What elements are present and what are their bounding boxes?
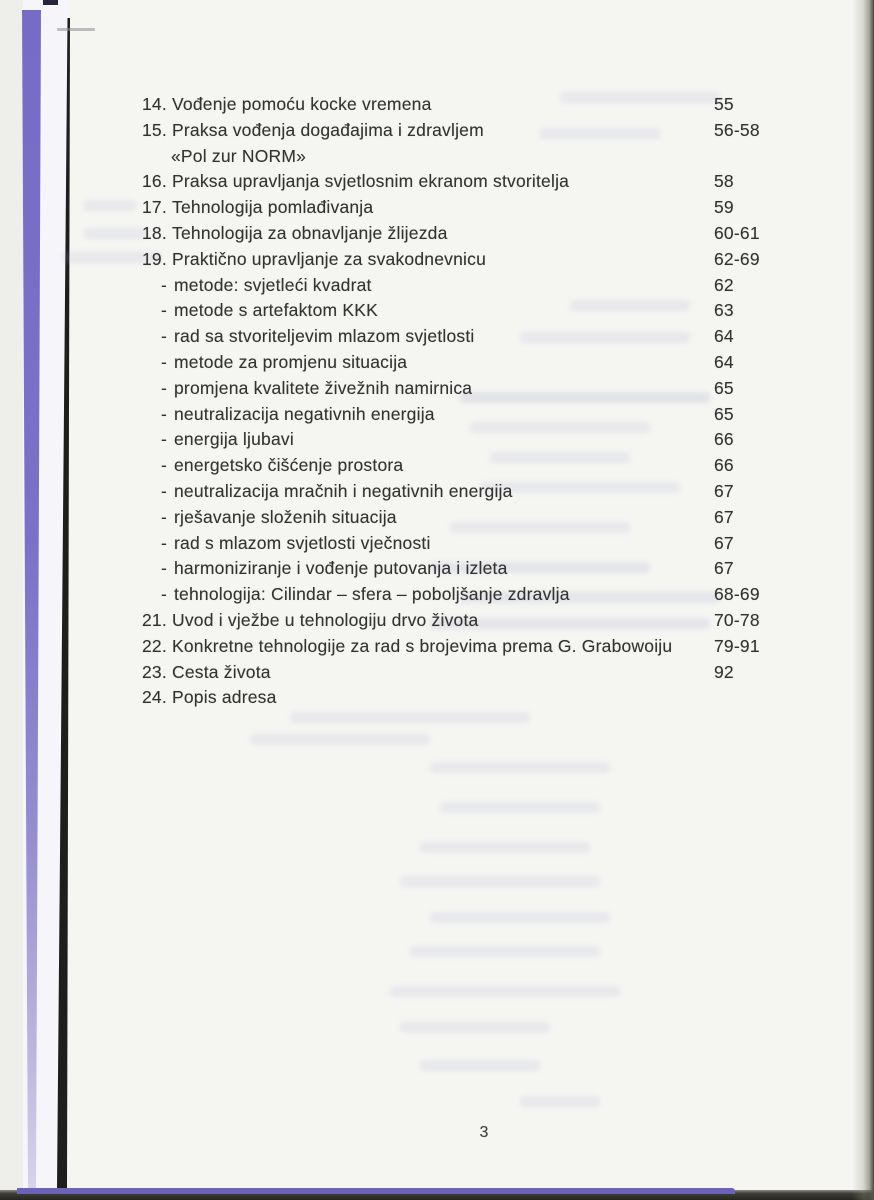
toc-entry-prefix: - <box>161 584 168 605</box>
show-through-smudge <box>440 802 600 813</box>
show-through-smudge <box>290 712 530 723</box>
toc-entry <box>0 660 874 686</box>
toc-entry-page: 67 <box>714 558 734 579</box>
toc-entry-text: energetsko čišćenje prostora <box>174 455 404 476</box>
toc-entry <box>0 582 874 608</box>
show-through-smudge <box>430 912 610 923</box>
toc-entry-page: 63 <box>714 300 734 321</box>
toc-entry-text: promjena kvalitete živežnih namirnica <box>174 377 473 398</box>
toc-entry <box>0 195 874 221</box>
toc-entry <box>0 144 874 170</box>
toc-entry-page: 64 <box>714 351 734 372</box>
toc-entry-prefix: 16. <box>142 171 167 192</box>
toc-entry-prefix: 15. <box>142 119 167 140</box>
scan-corner-mark <box>43 0 58 5</box>
toc-entry-page: 64 <box>714 326 734 347</box>
toc-entry-text: Tehnologija pomlađivanja <box>172 197 374 218</box>
toc-entry <box>0 505 874 531</box>
toc-entry-text: Tehnologija za obnavljanje žlijezda <box>172 222 448 243</box>
toc-entry-text: Praksa vođenja događajima i zdravljem <box>172 119 484 140</box>
show-through-smudge <box>400 876 600 887</box>
toc-entry-text: metode za promjenu situacija <box>174 351 408 372</box>
toc-entry-text: metode s artefaktom KKK <box>174 300 378 321</box>
toc-entry-prefix: - <box>161 351 168 372</box>
toc-entry-text: Cesta života <box>172 661 271 682</box>
toc-entry-page: 92 <box>714 661 734 682</box>
toc-entry-prefix: - <box>161 274 168 295</box>
toc-entry-prefix: - <box>161 506 168 527</box>
show-through-smudge <box>250 734 430 745</box>
toc-list <box>0 92 874 711</box>
toc-entry-prefix: - <box>161 326 168 347</box>
toc-entry-prefix: 23. <box>142 661 167 682</box>
toc-entry <box>0 92 874 118</box>
toc-entry-page: 67 <box>714 506 734 527</box>
scan-artifact-dash <box>57 28 95 31</box>
toc-entry <box>0 324 874 350</box>
toc-entry-page: 56-58 <box>714 119 760 140</box>
toc-entry <box>0 427 874 453</box>
toc-entry <box>0 247 874 273</box>
toc-entry-page: 67 <box>714 480 734 501</box>
toc-entry-page: 66 <box>714 455 734 476</box>
scan-right-edge-shadow <box>852 0 874 1200</box>
toc-entry-text: rad s mlazom svjetlosti vječnosti <box>174 532 431 553</box>
toc-entry-page: 65 <box>714 377 734 398</box>
toc-entry-text: Uvod i vježbe u tehnologiju drvo života <box>172 609 479 630</box>
toc-entry <box>0 376 874 402</box>
toc-entry-page: 65 <box>714 403 734 424</box>
toc-entry-text: energija ljubavi <box>174 429 294 450</box>
toc-entry-page: 58 <box>714 171 734 192</box>
toc-entry-page: 79-91 <box>714 635 760 656</box>
toc-entry-prefix: 24. <box>142 687 167 708</box>
toc-entry <box>0 685 874 711</box>
toc-entry-page: 66 <box>714 429 734 450</box>
toc-entry-prefix: - <box>161 558 168 579</box>
toc-entry-text: rješavanje složenih situacija <box>174 506 397 527</box>
show-through-smudge <box>390 986 620 997</box>
toc-entry-prefix: 19. <box>142 248 167 269</box>
toc-entry-page: 55 <box>714 94 734 114</box>
toc-entry-text: Praksa upravljanja svjetlosnim ekranom stvoritelja <box>172 171 570 192</box>
toc-entry-page: 62-69 <box>714 248 760 269</box>
toc-entry-prefix: 22. <box>142 635 167 656</box>
toc-entry <box>0 479 874 505</box>
toc-entry-page: 62 <box>714 274 734 295</box>
toc-entry-page: 68-69 <box>714 584 760 605</box>
toc-entry <box>0 298 874 324</box>
toc-entry-prefix: - <box>161 429 168 450</box>
show-through-smudge <box>420 1060 540 1071</box>
toc-entry-text: metode: svjetleći kvadrat <box>174 274 372 295</box>
toc-entry-text: Praktično upravljanje za svakodnevnicu <box>172 248 487 269</box>
toc-entry-prefix: 21. <box>142 609 167 630</box>
toc-entry-page: 67 <box>714 532 734 553</box>
toc-entry-text: neutralizacija negativnih energija <box>174 403 435 424</box>
toc-entry-page: 70-78 <box>714 609 760 630</box>
scan-bottom-purple-strip <box>17 1188 735 1194</box>
toc-entry <box>0 221 874 247</box>
toc-entry-text: Konkretne tehnologije za rad s brojevima prema G. Grabowoiju <box>172 635 673 656</box>
toc-entry-text: «Pol zur NORM» <box>171 145 307 166</box>
show-through-smudge <box>520 1096 600 1107</box>
toc-entry-text: Popis adresa <box>172 687 277 708</box>
toc-entry <box>0 634 874 660</box>
toc-entry-prefix: 17. <box>142 197 167 218</box>
toc-entry-prefix: - <box>161 300 168 321</box>
toc-entry <box>0 531 874 557</box>
show-through-smudge <box>430 762 610 773</box>
toc-entry-text: neutralizacija mračnih i negativnih energija <box>174 480 513 501</box>
show-through-smudge <box>410 946 600 957</box>
toc-entry <box>0 169 874 195</box>
toc-entry-prefix: - <box>161 532 168 553</box>
toc-entry <box>0 453 874 479</box>
toc-entry <box>0 402 874 428</box>
show-through-smudge <box>400 1022 550 1033</box>
footer-page-number: 3 <box>479 1124 489 1141</box>
toc-entry <box>0 608 874 634</box>
toc-entry-text: tehnologija: Cilindar – sfera – poboljšanje zdravlja <box>174 584 570 605</box>
toc-entry-prefix: - <box>161 480 168 501</box>
toc-entry <box>0 350 874 376</box>
toc-entry-text: Vođenje pomoću kocke vremena <box>172 94 432 114</box>
toc-entry-prefix: - <box>161 377 168 398</box>
toc-entry-page: 59 <box>714 197 734 218</box>
toc-entry <box>0 273 874 299</box>
toc-entry-prefix: - <box>161 455 168 476</box>
toc-entry <box>0 118 874 144</box>
toc-entry <box>0 556 874 582</box>
toc-entry-prefix: 14. <box>142 94 167 114</box>
toc-entry-prefix: 18. <box>142 222 167 243</box>
toc-entry-text: rad sa stvoriteljevim mlazom svjetlosti <box>174 326 475 347</box>
show-through-smudge <box>420 842 590 853</box>
toc-entry-text: harmoniziranje i vođenje putovanja i izleta <box>174 558 508 579</box>
toc-entry-page: 60-61 <box>714 222 760 243</box>
toc-entry-prefix: - <box>161 403 168 424</box>
